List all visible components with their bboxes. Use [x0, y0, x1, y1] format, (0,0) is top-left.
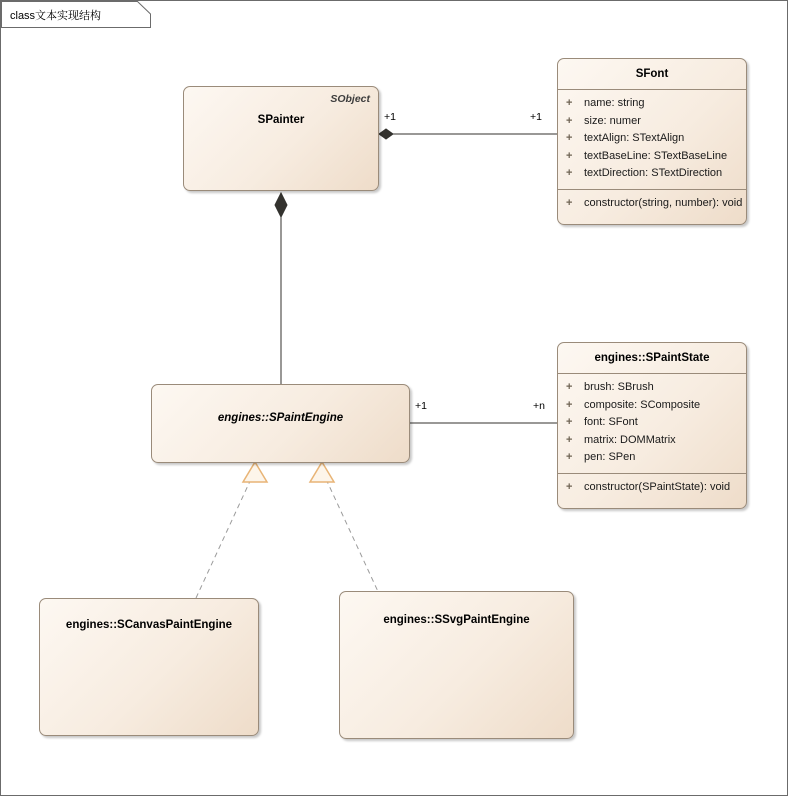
class-box-sfont[interactable]: [557, 58, 747, 225]
visibility-marker: +: [566, 97, 573, 109]
visibility-marker: +: [566, 149, 573, 162]
class-name-sfont: SFont: [635, 68, 669, 80]
multiplicity-spaintengine-spaintstate-target: +n: [533, 400, 545, 412]
visibility-marker: +: [566, 132, 573, 144]
visibility-marker: +: [566, 433, 573, 446]
class-attributes-sfont: [558, 90, 746, 189]
attribute-row: [564, 414, 740, 432]
multiplicity-spainter-sfont-target: +1: [530, 111, 542, 123]
class-operations-spaintstate: [558, 474, 746, 503]
multiplicity-spaintengine-spaintstate-source: +1: [415, 400, 427, 412]
attribute-row: [564, 130, 740, 148]
class-name-scanvaspaintengine: engines::SCanvasPaintEngine: [65, 619, 233, 631]
visibility-marker: +: [566, 451, 573, 463]
attribute-text: textDirection: STextDirection: [584, 167, 723, 179]
attribute-row: [564, 95, 740, 113]
visibility-marker: +: [566, 381, 573, 393]
operation-text: constructor(SPaintState): void: [584, 480, 731, 493]
attribute-row: [564, 379, 740, 397]
operation-text: constructor(string, number): void: [584, 196, 743, 209]
attribute-row: [564, 449, 740, 467]
class-operations-sfont: [558, 190, 746, 219]
visibility-marker: +: [566, 114, 573, 127]
class-attributes-spaintstate: [558, 374, 746, 473]
operation-row: [564, 195, 743, 213]
link-spainter-spaintengine: [275, 193, 287, 384]
visibility-marker: +: [566, 167, 573, 179]
attribute-text: brush: SBrush: [584, 381, 654, 393]
class-box-scanvaspaintengine[interactable]: [39, 598, 259, 736]
diagram-frame-tab: [1, 1, 151, 28]
operation-row: [564, 479, 740, 497]
link-scanvaspaintengine-spaintengine: [196, 462, 267, 598]
class-name-spainter: SPainter: [257, 114, 305, 126]
visibility-marker: +: [566, 480, 573, 493]
attribute-text: pen: SPen: [584, 451, 636, 463]
class-name-ssvgpaintengine: engines::SSvgPaintEngine: [383, 614, 530, 626]
visibility-marker: +: [566, 416, 573, 428]
link-spainter-sfont: [379, 129, 557, 139]
attribute-row: [564, 165, 740, 183]
attribute-text: size: numer: [584, 114, 641, 127]
attribute-text: name: string: [584, 97, 645, 109]
attribute-text: textBaseLine: STextBaseLine: [584, 149, 728, 162]
attribute-row: [564, 148, 740, 166]
visibility-marker: +: [566, 196, 573, 209]
visibility-marker: +: [566, 398, 573, 411]
attribute-row: [564, 113, 740, 131]
attribute-text: font: SFont: [584, 416, 638, 428]
class-box-ssvgpaintengine[interactable]: [339, 591, 574, 739]
class-box-spaintengine[interactable]: [151, 384, 410, 463]
link-ssvgpaintengine-spaintengine: [310, 462, 381, 598]
class-box-spainter[interactable]: [183, 86, 379, 191]
class-box-spaintstate[interactable]: [557, 342, 747, 509]
attribute-text: matrix: DOMMatrix: [584, 433, 676, 446]
class-name-spaintstate: engines::SPaintState: [594, 352, 710, 364]
multiplicity-spainter-sfont-source: +1: [384, 111, 396, 123]
attribute-text: composite: SComposite: [584, 398, 701, 411]
attribute-row: [564, 397, 740, 415]
attribute-row: [564, 432, 740, 450]
attribute-text: textAlign: STextAlign: [584, 132, 685, 144]
class-stereotype-sobject: SObject: [330, 93, 370, 105]
class-name-spaintengine: engines::SPaintEngine: [217, 412, 344, 424]
diagram-title: class文本实现结构: [10, 10, 102, 22]
